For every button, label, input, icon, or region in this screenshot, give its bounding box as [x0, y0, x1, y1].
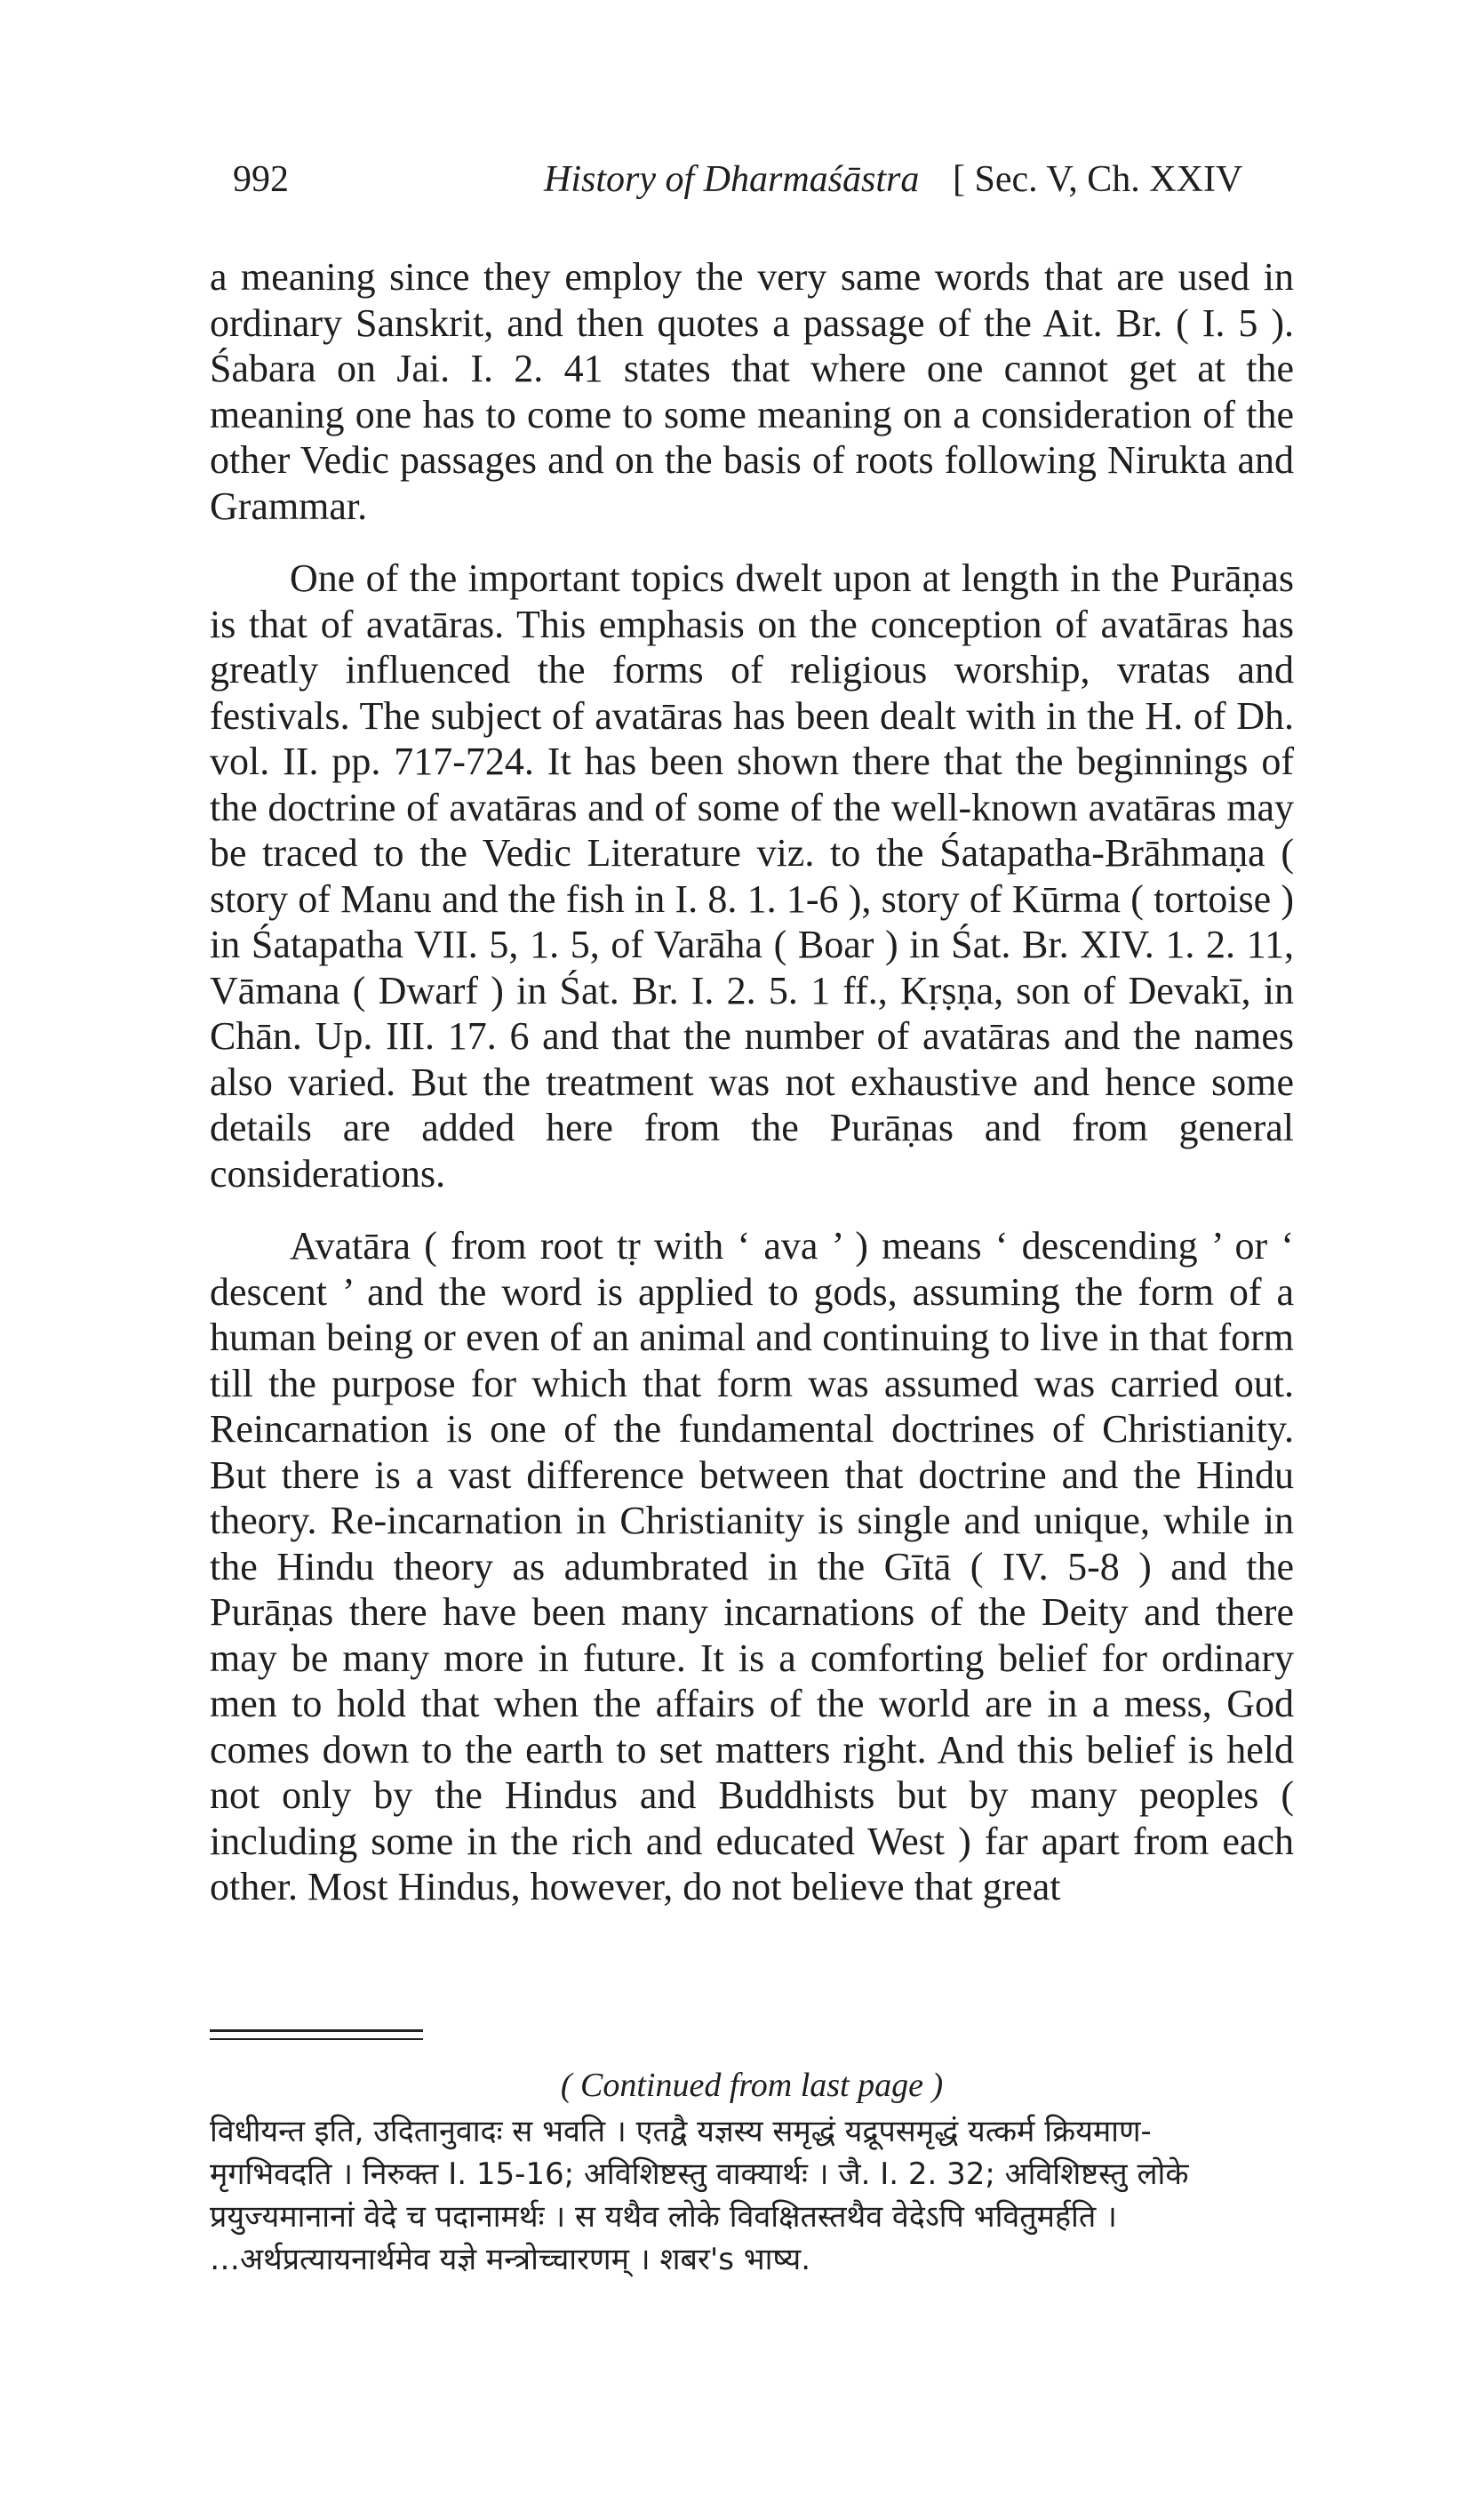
footnote: [210, 2064, 1294, 2281]
main-text: [210, 254, 1294, 1937]
section-reference: [ Sec. V, Ch. XXIV: [953, 159, 1243, 200]
paragraph-continuation: a meaning since they employ the very same words that are used in ordinary Sanskrit, and then quotes a passage of the Ait. Br. ( I. 5 ). Śabara on Jai. I. 2. 41 states that where one cannot get at the meaning one has to come to some meaning on a consideration of the other Vedic passages and on the basis of roots following Nirukta and Grammar.: [210, 255, 1294, 528]
footnote-continued-label: ( Continued from last page ): [560, 2067, 944, 2104]
footnote-line: मृगभिवदति । निरुक्त I. 15-16; अविशिष्टस्तु वाक्यार्थः । जै. I. 2. 32; अविशिष्टस्तु लोके: [210, 2156, 1189, 2192]
page-header: [233, 158, 1299, 220]
footnote-line: …अर्थप्रत्यायनार्थमेव यज्ञे मन्त्रोच्चारणम् । शबर's भाष्य.: [210, 2242, 811, 2277]
paragraph-avatara-meaning: Avatāra ( from root tṛ with ‘ ava ’ ) means ‘ descending ’ or ‘ descent ’ and the word is applied to gods, assuming the form of a human being or even of an animal and continuing to live in that form till the purpose for which that form was assumed was carried out. Reincarnation is one of the fundamental doctrines of Christianity. But there is a vast difference between that doctrine and the Hindu theory. Re-incarnation in Christianity is single and unique, while in the Hindu theory as adumbrated in the Gītā ( IV. 5-8 ) and the Purāṇas there have been many incarnations of the Deity and there may be many more in future. It is a comforting belief for ordinary men to hold that when the affairs of the world are in a mess, God comes down to the earth to set matters right. And this belief is held not only by the Hindus and Buddhists but by many peoples ( including some in the rich and educated West ) far apart from each other. Most Hindus, however, do not believe that great: [210, 1224, 1294, 1908]
footnote-line: विधीयन्त इति, उदितानुवादः स भवति । एतद्वै यज्ञस्य समृद्धं यद्रूपसमृद्धं यत्कर्म क्रियमाण-: [210, 2114, 1152, 2149]
running-title: History of Dharmaśāstra: [544, 159, 920, 200]
paragraph-avataras-topic: One of the important topics dwelt upon at length in the Purāṇas is that of avatāras. This emphasis on the conception of avatāras has greatly influenced the forms of religious worship, vratas and festivals. The subject of avatāras has been dealt with in the H. of Dh. vol. II. pp. 717-724. It has been shown there that the beginnings of the doctrine of avatāras and of some of the well-known avatāras may be traced to the Vedic Literature viz. to the Śatapatha-Brāhmaṇa ( story of Manu and the fish in I. 8. 1. 1-6 ), story of Kūrma ( tortoise ) in Śatapatha VII. 5, 1. 5, of Varāha ( Boar ) in Śat. Br. XIV. 1. 2. 11, Vāmana ( Dwarf ) in Śat. Br. I. 2. 5. 1 ff., Kṛṣṇa, son of Devakī, in Chān. Up. III. 17. 6 and that the number of avatāras and the names also varied. But the treatment was not exhaustive and hence some details are added here from the Purāṇas and from general considerations.: [210, 556, 1294, 1196]
footnote-divider: [210, 2029, 423, 2032]
page-number: 992: [233, 159, 289, 200]
footnote-line: प्रयुज्यमानानां वेदे च पदानामर्थः । स यथैव लोके विवक्षितस्तथैव वेदेऽपि भवितुमर्हति ।: [210, 2199, 1117, 2235]
footnote-divider-second: [210, 2038, 423, 2040]
